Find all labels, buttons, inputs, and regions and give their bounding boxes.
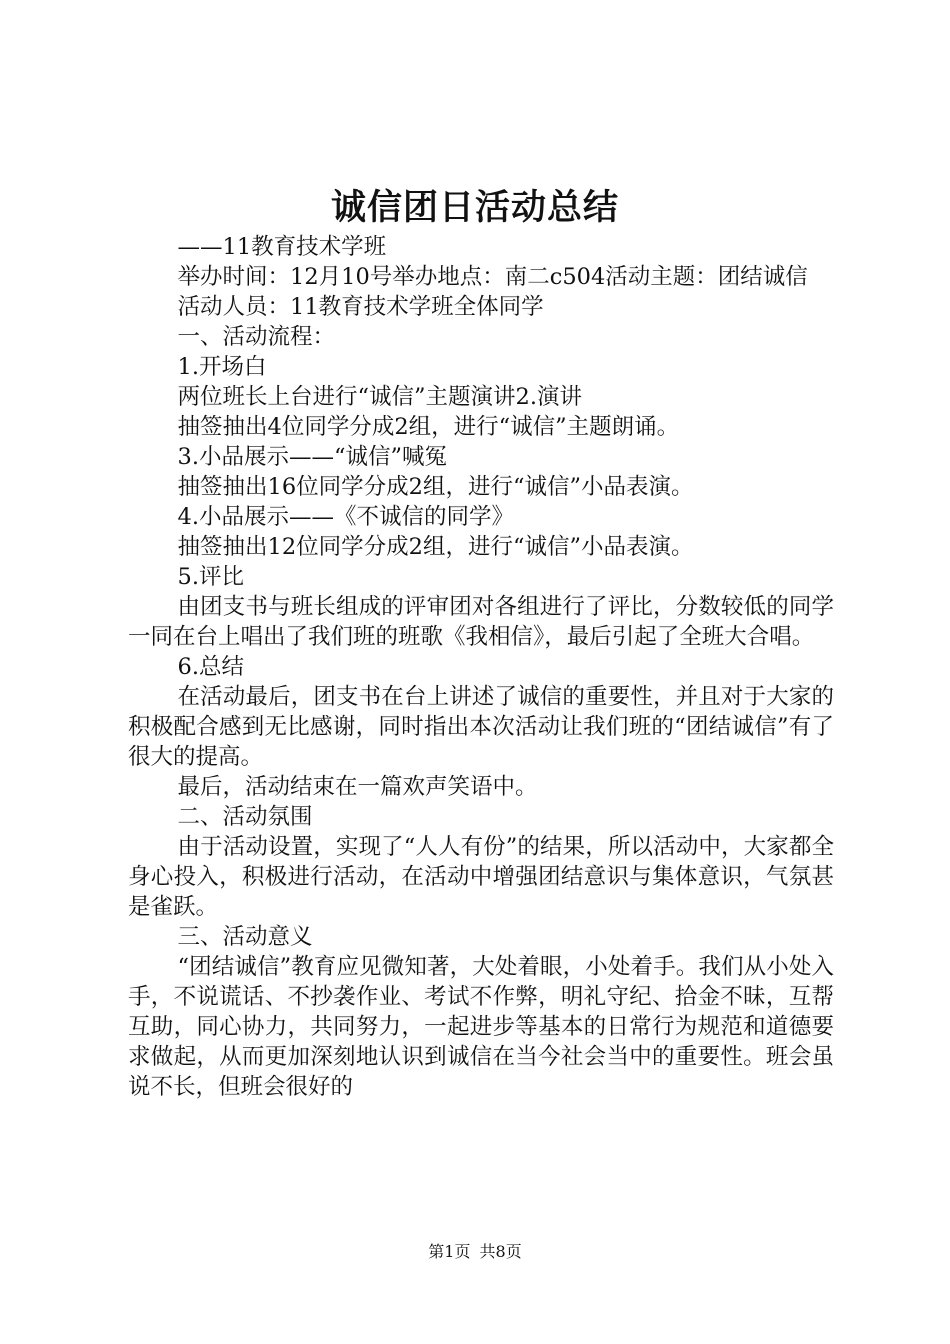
- step-1-heading: 1.开场白: [177, 354, 267, 380]
- step-4-heading: 4.小品展示——《不诚信的同学》: [177, 504, 514, 530]
- significance-paragraph: “团结诚信”教育应见微知著，大处着眼，小处着手。我们从小处入手，不说谎话、不抄袭作业、考试不作弊，明礼守纪、拾金不昧，互帮互助，同心协力，共同努力，一起进步等基本的日常行为规范和道德要求做起，从而更加深刻地认识到诚信在当今社会当中的重要性。班会虽说不长，但班会很好的: [128, 954, 834, 1100]
- step-6-detail: 在活动最后，团支书在台上讲述了诚信的重要性，并且对于大家的积极配合感到无比感谢，同时指出本次活动让我们班的“团结诚信”有了很大的提高。: [128, 684, 834, 770]
- class-subtitle: ——11教育技术学班: [177, 234, 387, 260]
- step-3-detail: 抽签抽出16位同学分成2组，进行“诚信”小品表演。: [177, 474, 694, 500]
- page-footer: [0, 1241, 950, 1263]
- page-number: 第1页: [428, 1242, 471, 1261]
- step-3-heading: 3.小品展示——“诚信”喊冤: [177, 444, 447, 470]
- document-title: 诚信团日活动总结: [330, 188, 619, 228]
- step-5-heading: 5.评比: [177, 564, 244, 590]
- page-total: 共8页: [479, 1242, 522, 1261]
- step-5-detail: 由团支书与班长组成的评审团对各组进行了评比，分数较低的同学一同在台上唱出了我们班的班歌《我相信》，最后引起了全班大合唱。: [128, 594, 834, 650]
- document-body: [128, 232, 834, 1102]
- atmosphere-paragraph: 由于活动设置，实现了“人人有份”的结果，所以活动中，大家都全身心投入，积极进行活动，在活动中增强团结意识与集体意识，气氛甚是雀跃。: [128, 834, 834, 920]
- event-participants: 活动人员：11教育技术学班全体同学: [177, 294, 544, 320]
- step-1-detail: 两位班长上台进行“诚信”主题演讲2.演讲: [177, 384, 582, 410]
- event-time-location-theme: 举办时间：12月10号举办地点：南二c504活动主题：团结诚信: [177, 264, 808, 290]
- closing-paragraph: 最后，活动结束在一篇欢声笑语中。: [177, 774, 538, 800]
- section-heading-process: 一、活动流程：: [177, 324, 336, 350]
- step-2-detail: 抽签抽出4位同学分成2组，进行“诚信”主题朗诵。: [177, 414, 680, 440]
- step-6-heading: 6.总结: [177, 654, 244, 680]
- step-4-detail: 抽签抽出12位同学分成2组，进行“诚信”小品表演。: [177, 534, 694, 560]
- section-heading-significance: 三、活动意义: [177, 924, 313, 950]
- section-heading-atmosphere: 二、活动氛围: [177, 804, 313, 830]
